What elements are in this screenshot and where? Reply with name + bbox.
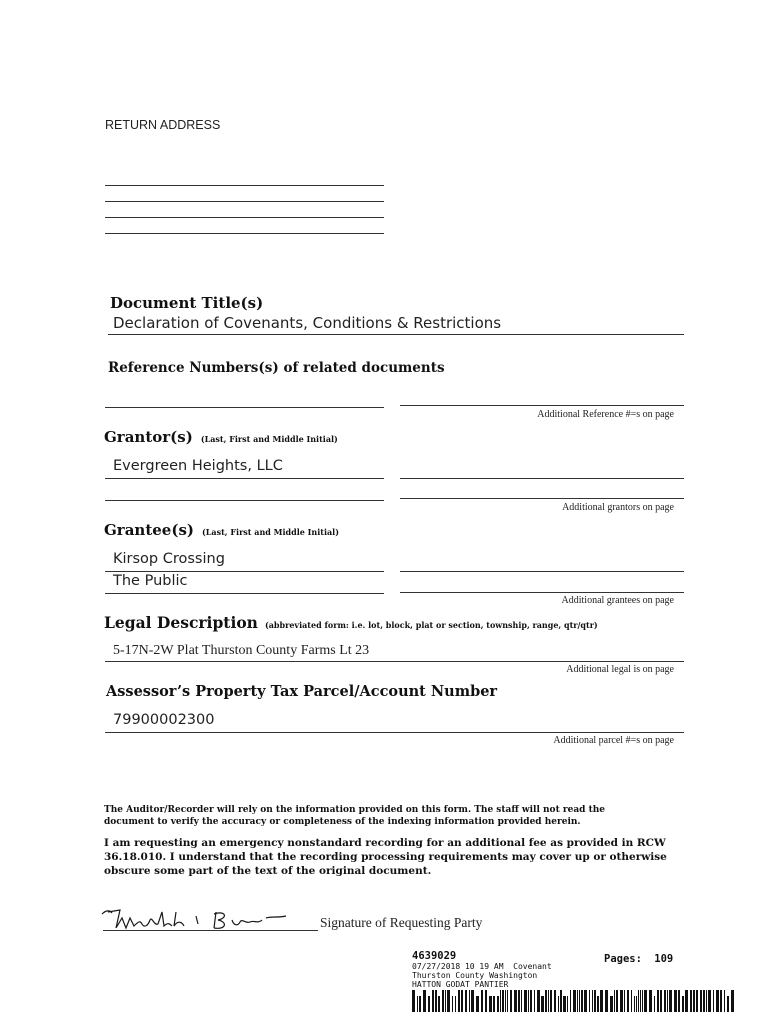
grantee-value-2: The Public [113,573,188,589]
parcel-additional-note: Additional parcel #=s on page [553,735,674,746]
grantee-subheading: (Last, First and Middle Initial) [202,527,339,537]
barcode-bar [674,990,677,1012]
barcode-bar [493,996,495,1012]
barcode-bar [713,990,714,1012]
barcode-bar [636,996,637,1012]
return-address-line-3 [105,217,384,218]
return-address-line-4 [105,233,384,234]
barcode-bar [534,990,535,1012]
signature-label: Signature of Requesting Party [320,915,483,930]
barcode-bar [727,996,729,1012]
legal-heading-row [104,613,598,633]
pages-value: 109 [654,953,674,965]
barcode-bar [610,996,613,1012]
recording-datetime: 07/27/2018 10 19 AM Covenant [412,962,552,971]
barcode-bar [667,990,668,1012]
barcode-bar [654,996,655,1012]
barcode-bar [510,990,512,1012]
barcode-bar [438,996,440,1012]
barcode-bar [417,996,418,1012]
barcode-bar [518,990,520,1012]
barcode-bar [445,990,446,1012]
barcode-bar [423,990,426,1012]
barcode-bar [700,990,702,1012]
barcode-bar [616,990,618,1012]
barcode-bar [505,990,506,1012]
barcode-bar [678,990,680,1012]
barcode-bar [458,990,460,1012]
barcode-bar [419,996,421,1012]
recording-county: Thurston County Washington [412,971,538,980]
barcode-bar [664,990,666,1012]
barcode-bar [693,990,695,1012]
barcode-bar [455,996,456,1012]
barcode-bar [528,990,529,1012]
barcode-bar [497,996,499,1012]
barcode-bar [600,990,603,1012]
barcode-bar [594,990,596,1012]
reference-heading: Reference Numbers(s) of related documents [108,360,445,376]
barcode-bar [624,990,625,1012]
auditor-notice: The Auditor/Recorder will rely on the information provided on this form. The staff will not read the document to verify the accuracy or completeness of the indexing information provided herein. [104,805,606,827]
grantor-heading: Grantor(s) [104,428,193,446]
barcode-bar [567,996,568,1012]
grantee-line-1-left [105,571,384,572]
barcode-bar [573,990,576,1012]
barcode-bar [682,996,684,1012]
barcode-bar [465,990,467,1012]
recording-pages [604,953,673,965]
grantee-additional-note: Additional grantees on page [561,595,674,606]
grantor-heading-row [104,428,338,447]
barcode-bar [631,990,632,1012]
barcode-bar [461,990,463,1012]
barcode-bar [716,990,719,1012]
barcode-bar [579,990,580,1012]
legal-subheading: (abbreviated form: i.e. lot, block, plat or section, township, range, qtr/qtr) [264,620,598,630]
barcode-bar [642,990,643,1012]
barcode-bar [442,990,444,1012]
barcode-bar [545,990,547,1012]
grantor-line-1-right [400,478,684,479]
return-address-label: RETURN ADDRESS [105,118,221,132]
barcode-bar [563,996,566,1012]
barcode-bar [452,996,453,1012]
barcode-bar [560,990,562,1012]
reference-line-left [105,407,384,408]
emergency-notice: I am requesting an emergency nonstandard recording for an additional fee as provided in RCW 36.18.010. I understand that the recording processing requirements may cover up or otherwise obscure some part of the text of the original document. [104,837,667,877]
barcode-bar [476,996,479,1012]
barcode-bar [507,990,508,1012]
barcode-bar [657,990,659,1012]
barcode-bar [597,996,599,1012]
barcode-bar [708,990,711,1012]
barcode-bar [649,990,652,1012]
legal-additional-note: Additional legal is on page [566,664,674,675]
document-title-line [108,334,684,335]
barcode-bar [537,990,540,1012]
barcode-bar [589,990,590,1012]
grantee-line-1-right [400,571,684,572]
barcode-bar [469,990,470,1012]
barcode-bar [570,990,571,1012]
grantee-value-1: Kirsop Crossing [113,551,225,567]
document-title-heading: Document Title(s) [110,294,264,312]
barcode-bar [558,996,559,1012]
barcode-bar [432,990,434,1012]
barcode-bar [640,990,641,1012]
reference-additional-note: Additional Reference #=s on page [537,409,674,420]
barcode-bar [638,990,639,1012]
barcode-bar [428,996,430,1012]
barcode-bar [554,990,556,1012]
barcode-bar [627,990,629,1012]
barcode-bar [530,990,532,1012]
legal-value: 5-17N-2W Plat Thurston County Farms Lt 23 [113,643,370,658]
grantor-additional-note: Additional grantors on page [562,502,674,513]
barcode-bar [489,996,492,1012]
grantee-heading-row [104,521,339,540]
barcode-bar [521,990,522,1012]
barcode-bar [471,990,474,1012]
barcode-bar [577,990,578,1012]
barcode-bar [605,990,608,1012]
return-address-line-2 [105,201,384,202]
barcode-bar [644,990,647,1012]
legal-line [105,661,684,662]
return-address-line-1 [105,185,384,186]
barcode-bar [500,990,501,1012]
reference-line-right [400,405,684,406]
barcode-bar [412,990,415,1012]
barcode-bar [435,990,437,1012]
barcode-bar [620,990,623,1012]
recording-barcode [412,990,738,1012]
barcode-bar [581,990,583,1012]
barcode-bar [447,990,450,1012]
barcode-bar [669,990,672,1012]
barcode-bar [541,996,544,1012]
recording-number: 4639029 [412,950,457,962]
barcode-bar [524,990,527,1012]
barcode-bar [550,990,552,1012]
barcode-bar [720,990,722,1012]
barcode-bar [614,990,615,1012]
recording-names: HATTON GODAT PANTIER [412,980,509,989]
barcode-bar [706,990,707,1012]
legal-heading: Legal Description [104,613,258,632]
grantee-heading: Grantee(s) [104,521,194,539]
barcode-bar [481,990,483,1012]
parcel-heading: Assessor’s Property Tax Parcel/Account Number [106,683,498,700]
barcode-bar [696,990,698,1012]
barcode-bar [703,990,705,1012]
barcode-bar [502,990,504,1012]
grantor-line-1-left [105,478,384,479]
pages-label: Pages: [604,953,642,965]
barcode-bar [548,990,549,1012]
barcode-bar [485,990,487,1012]
barcode-bar [660,990,662,1012]
parcel-value: 79900002300 [113,712,215,728]
barcode-bar [592,990,593,1012]
grantor-line-2-right [400,498,684,499]
grantor-value: Evergreen Heights, LLC [113,458,283,474]
grantee-line-2-right [400,592,684,593]
grantor-subheading: (Last, First and Middle Initial) [200,434,338,444]
grantor-line-2-left [105,500,384,501]
grantee-line-2-left [105,593,384,594]
parcel-line [105,732,684,733]
barcode-bar [685,990,688,1012]
signature-line [103,930,318,931]
barcode-bar [514,990,517,1012]
barcode-bar [724,990,725,1012]
document-title-value: Declaration of Covenants, Conditions & Restrictions [113,314,502,332]
barcode-bar [584,990,587,1012]
barcode-bar [690,990,692,1012]
barcode-bar [731,990,734,1012]
barcode-bar [634,996,635,1012]
